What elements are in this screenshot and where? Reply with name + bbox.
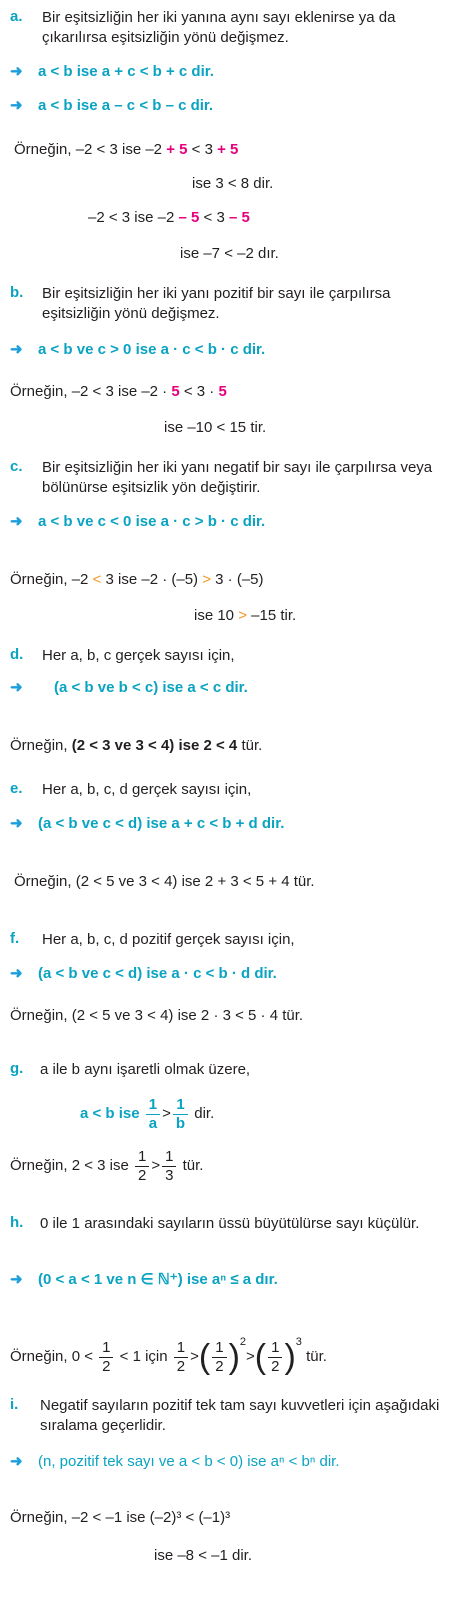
result-a2: ise –7 < –2 dır. bbox=[180, 245, 279, 262]
fraction: $\frac{1}{b}$ bbox=[173, 1096, 188, 1133]
arrow-icon: ➜ bbox=[10, 965, 23, 982]
rule-e: ➜ (a < b ve c < d) ise a + c < b + d dir. bbox=[10, 815, 285, 832]
item-text-f: Her a, b, c, d pozitif gerçek sayısı için, bbox=[42, 931, 295, 948]
rule-i: ➜ (n, pozitif tek sayı ve a < b < 0) ise aⁿ < bⁿ dir. bbox=[10, 1453, 340, 1470]
arrow-icon: ➜ bbox=[10, 97, 23, 114]
item-label-f: f. bbox=[10, 930, 20, 947]
fraction: $\frac{1}{2}$ bbox=[99, 1339, 113, 1376]
rule-c: ➜ a < b ve c < 0 ise a · c > b · c dir. bbox=[10, 513, 266, 530]
rule-d: ➜ (a < b ve b < c) ise a < c dir. bbox=[10, 679, 248, 696]
item-label-b: b. bbox=[10, 284, 24, 301]
rule-a2: ➜ a < b ise a – c < b – c dir. bbox=[10, 97, 214, 114]
fraction: $\frac{1}{2}$ bbox=[135, 1148, 149, 1185]
example-f: Örneğin, (2 < 5 ve 3 < 4) ise 2 · 3 < 5 · 4 tür. bbox=[10, 1007, 304, 1024]
item-text-a: Bir eşitsizliğin her iki yanına aynı sayı eklenirse ya da çıkarılırsa eşitsizliğin yönü değişmez. bbox=[42, 9, 396, 46]
item-label-h: h. bbox=[10, 1214, 24, 1231]
arrow-icon: ➜ bbox=[10, 513, 23, 530]
example-a1: Örneğin, –2 < 3 ise –2 + 5 < 3 + 5 bbox=[14, 141, 239, 158]
example-g: Örneğin, 2 < 3 ise $\frac{1}{2}$ > $\frac{1}{3}$ tür. bbox=[10, 1147, 204, 1184]
rule-a1: ➜ a < b ise a + c < b + c dir. bbox=[10, 63, 214, 80]
item-text-b: Bir eşitsizliğin her iki yanı pozitif bir sayı ile çarpılırsa eşitsizliğin yönü değişmez. bbox=[42, 285, 391, 322]
rule-h: ➜ (0 < a < 1 ve n ∈ ℕ⁺) ise aⁿ ≤ a dır. bbox=[10, 1271, 278, 1288]
result-b: ise –10 < 15 tir. bbox=[164, 419, 267, 436]
fraction: $\frac{1}{a}$ bbox=[146, 1096, 160, 1133]
rule-f: ➜ (a < b ve c < d) ise a · c < b · d dir. bbox=[10, 965, 277, 982]
item-label-e: e. bbox=[10, 780, 23, 797]
fraction: $\frac{1}{2}$ bbox=[174, 1339, 188, 1376]
item-text-h: 0 ile 1 arasındaki sayıların üssü büyütülürse sayı küçülür. bbox=[40, 1215, 420, 1232]
item-label-i: i. bbox=[10, 1396, 19, 1413]
arrow-icon: ➜ bbox=[10, 815, 23, 832]
result-a1: ise 3 < 8 dir. bbox=[192, 175, 274, 192]
item-label-c: c. bbox=[10, 458, 23, 475]
item-text-d: Her a, b, c gerçek sayısı için, bbox=[42, 647, 235, 664]
example-i: Örneğin, –2 < –1 ise (–2)³ < (–1)³ bbox=[10, 1509, 231, 1526]
item-label-a: a. bbox=[10, 8, 23, 25]
example-a2: –2 < 3 ise –2 – 5 < 3 – 5 bbox=[88, 209, 250, 226]
example-b: Örneğin, –2 < 3 ise –2 · 5 < 3 · 5 bbox=[10, 383, 227, 400]
example-e: Örneğin, (2 < 5 ve 3 < 4) ise 2 + 3 < 5 + 4 tür. bbox=[14, 873, 315, 890]
arrow-icon: ➜ bbox=[10, 63, 23, 80]
arrow-icon: ➜ bbox=[10, 341, 23, 358]
arrow-icon: ➜ bbox=[10, 1271, 23, 1288]
example-h: Örneğin, 0 < $\frac{1}{2}$ < 1 için $\frac{1}{2}$ >( $\frac{1}{2}$ )$^2$>( $\frac{1}{2}$ )$^3$ tür. bbox=[10, 1336, 327, 1377]
arrow-icon: ➜ bbox=[10, 679, 23, 696]
result-i: ise –8 < –1 dir. bbox=[154, 1547, 252, 1564]
item-label-d: d. bbox=[10, 646, 24, 663]
arrow-icon: ➜ bbox=[10, 1453, 23, 1470]
rule-g: a < b ise $\frac{1}{a}$ > $\frac{1}{b}$ dir. bbox=[80, 1095, 215, 1132]
item-text-e: Her a, b, c, d gerçek sayısı için, bbox=[42, 781, 252, 798]
example-c: Örneğin, –2 < 3 ise –2 · (–5) > 3 · (–5) bbox=[10, 571, 264, 588]
item-label-g: g. bbox=[10, 1060, 24, 1077]
item-text-g: a ile b aynı işaretli olmak üzere, bbox=[40, 1061, 251, 1078]
fraction: $\frac{1}{2}$ bbox=[268, 1339, 282, 1376]
example-d: Örneğin, (2 < 3 ve 3 < 4) ise 2 < 4 tür. bbox=[10, 737, 263, 754]
result-c: ise 10 > –15 tir. bbox=[194, 607, 297, 624]
fraction: $\frac{1}{3}$ bbox=[162, 1148, 176, 1185]
item-text-i: Negatif sayıların pozitif tek tam sayı kuvvetleri için aşağıdaki sıralama geçerlidir. bbox=[40, 1397, 440, 1434]
item-text-c: Bir eşitsizliğin her iki yanı negatif bir sayı ile çarpılırsa veya bölünürse eşitsizlik yön değiştirir. bbox=[42, 459, 433, 496]
fraction: $\frac{1}{2}$ bbox=[212, 1339, 226, 1376]
rule-b: ➜ a < b ve c > 0 ise a · c < b · c dir. bbox=[10, 341, 266, 358]
